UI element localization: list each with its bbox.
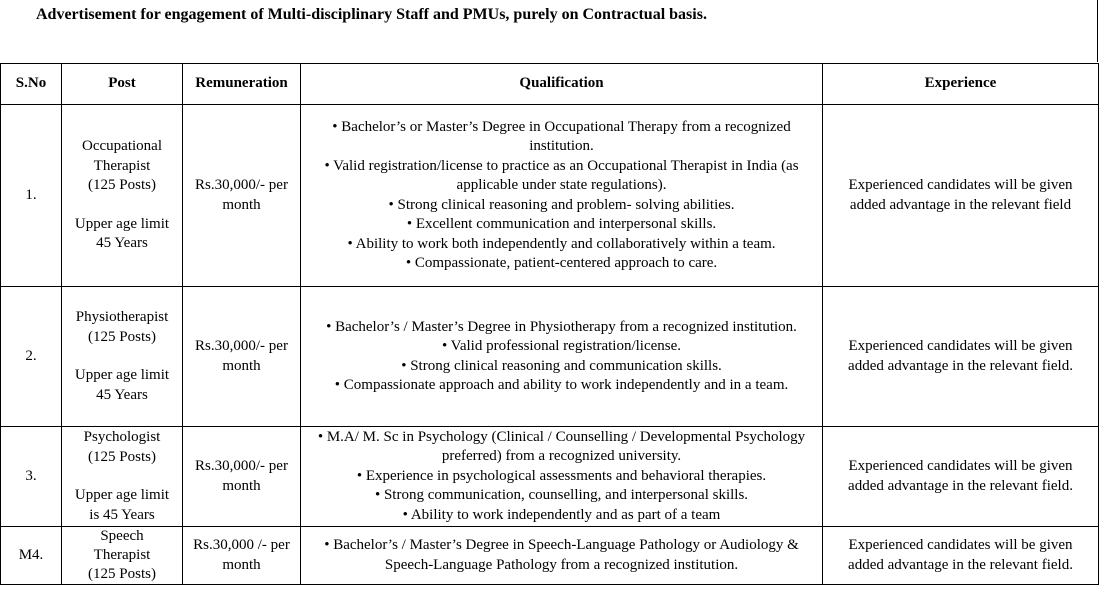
experience-line: Experienced candidates will be given bbox=[848, 177, 1073, 193]
header-sno: S.No bbox=[1, 64, 62, 105]
experience-line: added advantage in the relevant field. bbox=[848, 477, 1073, 494]
cell-sno: 2. bbox=[1, 287, 62, 427]
experience-line: added advantage in the relevant field bbox=[849, 196, 1072, 213]
post-title-line: Therapist bbox=[93, 547, 151, 563]
qualification-item: • Experience in psychological assessments and behavioral therapies. bbox=[356, 467, 767, 484]
cell-post bbox=[62, 427, 183, 527]
experience-line: Experienced candidates will be given bbox=[848, 537, 1073, 553]
header-experience: Experience bbox=[823, 64, 1099, 105]
post-count: (125 Posts) bbox=[88, 177, 156, 194]
cell-qualification bbox=[301, 105, 823, 287]
qualification-item: • Bachelor’s / Master’s Degree in Speech-Language Pathology or Audiology & Speech-Language Pathology from a recognized institution. bbox=[324, 536, 799, 573]
remuneration-amount: Rs.30,000/- per bbox=[195, 177, 288, 193]
age-limit-label: Upper age limit bbox=[74, 487, 170, 503]
page-heading: Advertisement for engagement of Multi-disciplinary Staff and PMUs, purely on Contractual basis. bbox=[36, 6, 707, 23]
cell-post bbox=[62, 105, 183, 287]
experience-line: added advantage in the relevant field. bbox=[848, 556, 1073, 573]
cell-qualification bbox=[301, 427, 823, 527]
qualification-item: • Compassionate approach and ability to work independently and in a team. bbox=[334, 377, 789, 393]
age-limit-value: 45 Years bbox=[96, 235, 148, 252]
cell-remuneration bbox=[183, 287, 301, 427]
header-qualification: Qualification bbox=[301, 64, 823, 105]
post-title-line: Speech bbox=[100, 528, 144, 544]
qualification-item: • Valid professional registration/license. bbox=[441, 338, 682, 354]
cell-sno: 3. bbox=[1, 427, 62, 527]
cell-sno: 1. bbox=[1, 105, 62, 287]
table-row bbox=[1, 287, 1099, 427]
post-count: (125 Posts) bbox=[88, 328, 156, 345]
qualification-item: • Valid registration/license to practice as an Occupational Therapist in India (as applicable under state regulations). bbox=[324, 157, 799, 193]
cell-experience bbox=[823, 527, 1099, 585]
qualification-item: • Bachelor’s / Master’s Degree in Physiotherapy from a recognized institution. bbox=[326, 318, 797, 335]
table-header-row bbox=[1, 64, 1099, 105]
cell-remuneration bbox=[183, 527, 301, 585]
qualification-item: • M.A/ M. Sc in Psychology (Clinical / Counselling / Developmental Psychology preferred) from a recognized university. bbox=[317, 428, 806, 465]
qualification-item: • Ability to work both independently and collaboratively within a team. bbox=[347, 235, 776, 252]
cell-qualification bbox=[301, 527, 823, 585]
post-title-line: Physiotherapist bbox=[75, 309, 169, 325]
remuneration-amount: Rs.30,000/- per bbox=[195, 338, 288, 354]
cell-qualification bbox=[301, 287, 823, 427]
remuneration-period: month bbox=[222, 556, 261, 573]
remuneration-period: month bbox=[222, 357, 261, 374]
page-right-border bbox=[1097, 0, 1098, 62]
qualification-item: • Strong clinical reasoning and problem- solving abilities. bbox=[388, 196, 735, 213]
cell-experience bbox=[823, 427, 1099, 527]
header-remuneration: Remuneration bbox=[183, 64, 301, 105]
post-title-line: Therapist bbox=[93, 157, 151, 174]
cell-remuneration bbox=[183, 427, 301, 527]
remuneration-period: month bbox=[222, 477, 261, 494]
post-title-line: Occupational bbox=[82, 138, 162, 155]
qualification-item: • Bachelor’s or Master’s Degree in Occupational Therapy from a recognized institution. bbox=[332, 118, 791, 154]
post-title-line: Psychologist bbox=[83, 429, 161, 445]
table-row bbox=[1, 105, 1099, 287]
cell-post bbox=[62, 527, 183, 585]
table-row bbox=[1, 527, 1099, 585]
cell-sno: M4. bbox=[1, 527, 62, 585]
qualification-item: • Compassionate, patient-centered approach to care. bbox=[405, 255, 718, 271]
advertisement-table bbox=[0, 63, 1099, 585]
experience-line: Experienced candidates will be given bbox=[848, 338, 1073, 354]
qualification-item: • Excellent communication and interpersonal skills. bbox=[406, 216, 717, 232]
age-limit-label: Upper age limit bbox=[74, 215, 170, 232]
remuneration-amount: Rs.30,000 /- per bbox=[193, 537, 290, 553]
cell-post bbox=[62, 287, 183, 427]
cell-remuneration bbox=[183, 105, 301, 287]
cell-experience bbox=[823, 287, 1099, 427]
cell-experience bbox=[823, 105, 1099, 287]
age-limit-label: Upper age limit bbox=[74, 367, 170, 383]
table-row bbox=[1, 427, 1099, 527]
age-limit-value: is 45 Years bbox=[89, 506, 155, 523]
header-post: Post bbox=[62, 64, 183, 105]
age-limit-value: 45 Years bbox=[96, 386, 148, 403]
qualification-item: • Ability to work independently and as part of a team bbox=[402, 506, 721, 523]
experience-line: Experienced candidates will be given bbox=[848, 458, 1073, 474]
remuneration-amount: Rs.30,000/- per bbox=[195, 458, 288, 474]
post-count: (125 Posts) bbox=[88, 566, 156, 582]
qualification-item: • Strong clinical reasoning and communication skills. bbox=[401, 357, 722, 374]
qualification-item: • Strong communication, counselling, and interpersonal skills. bbox=[374, 487, 749, 504]
post-count: (125 Posts) bbox=[88, 448, 156, 465]
remuneration-period: month bbox=[222, 196, 261, 213]
experience-line: added advantage in the relevant field. bbox=[848, 357, 1073, 374]
